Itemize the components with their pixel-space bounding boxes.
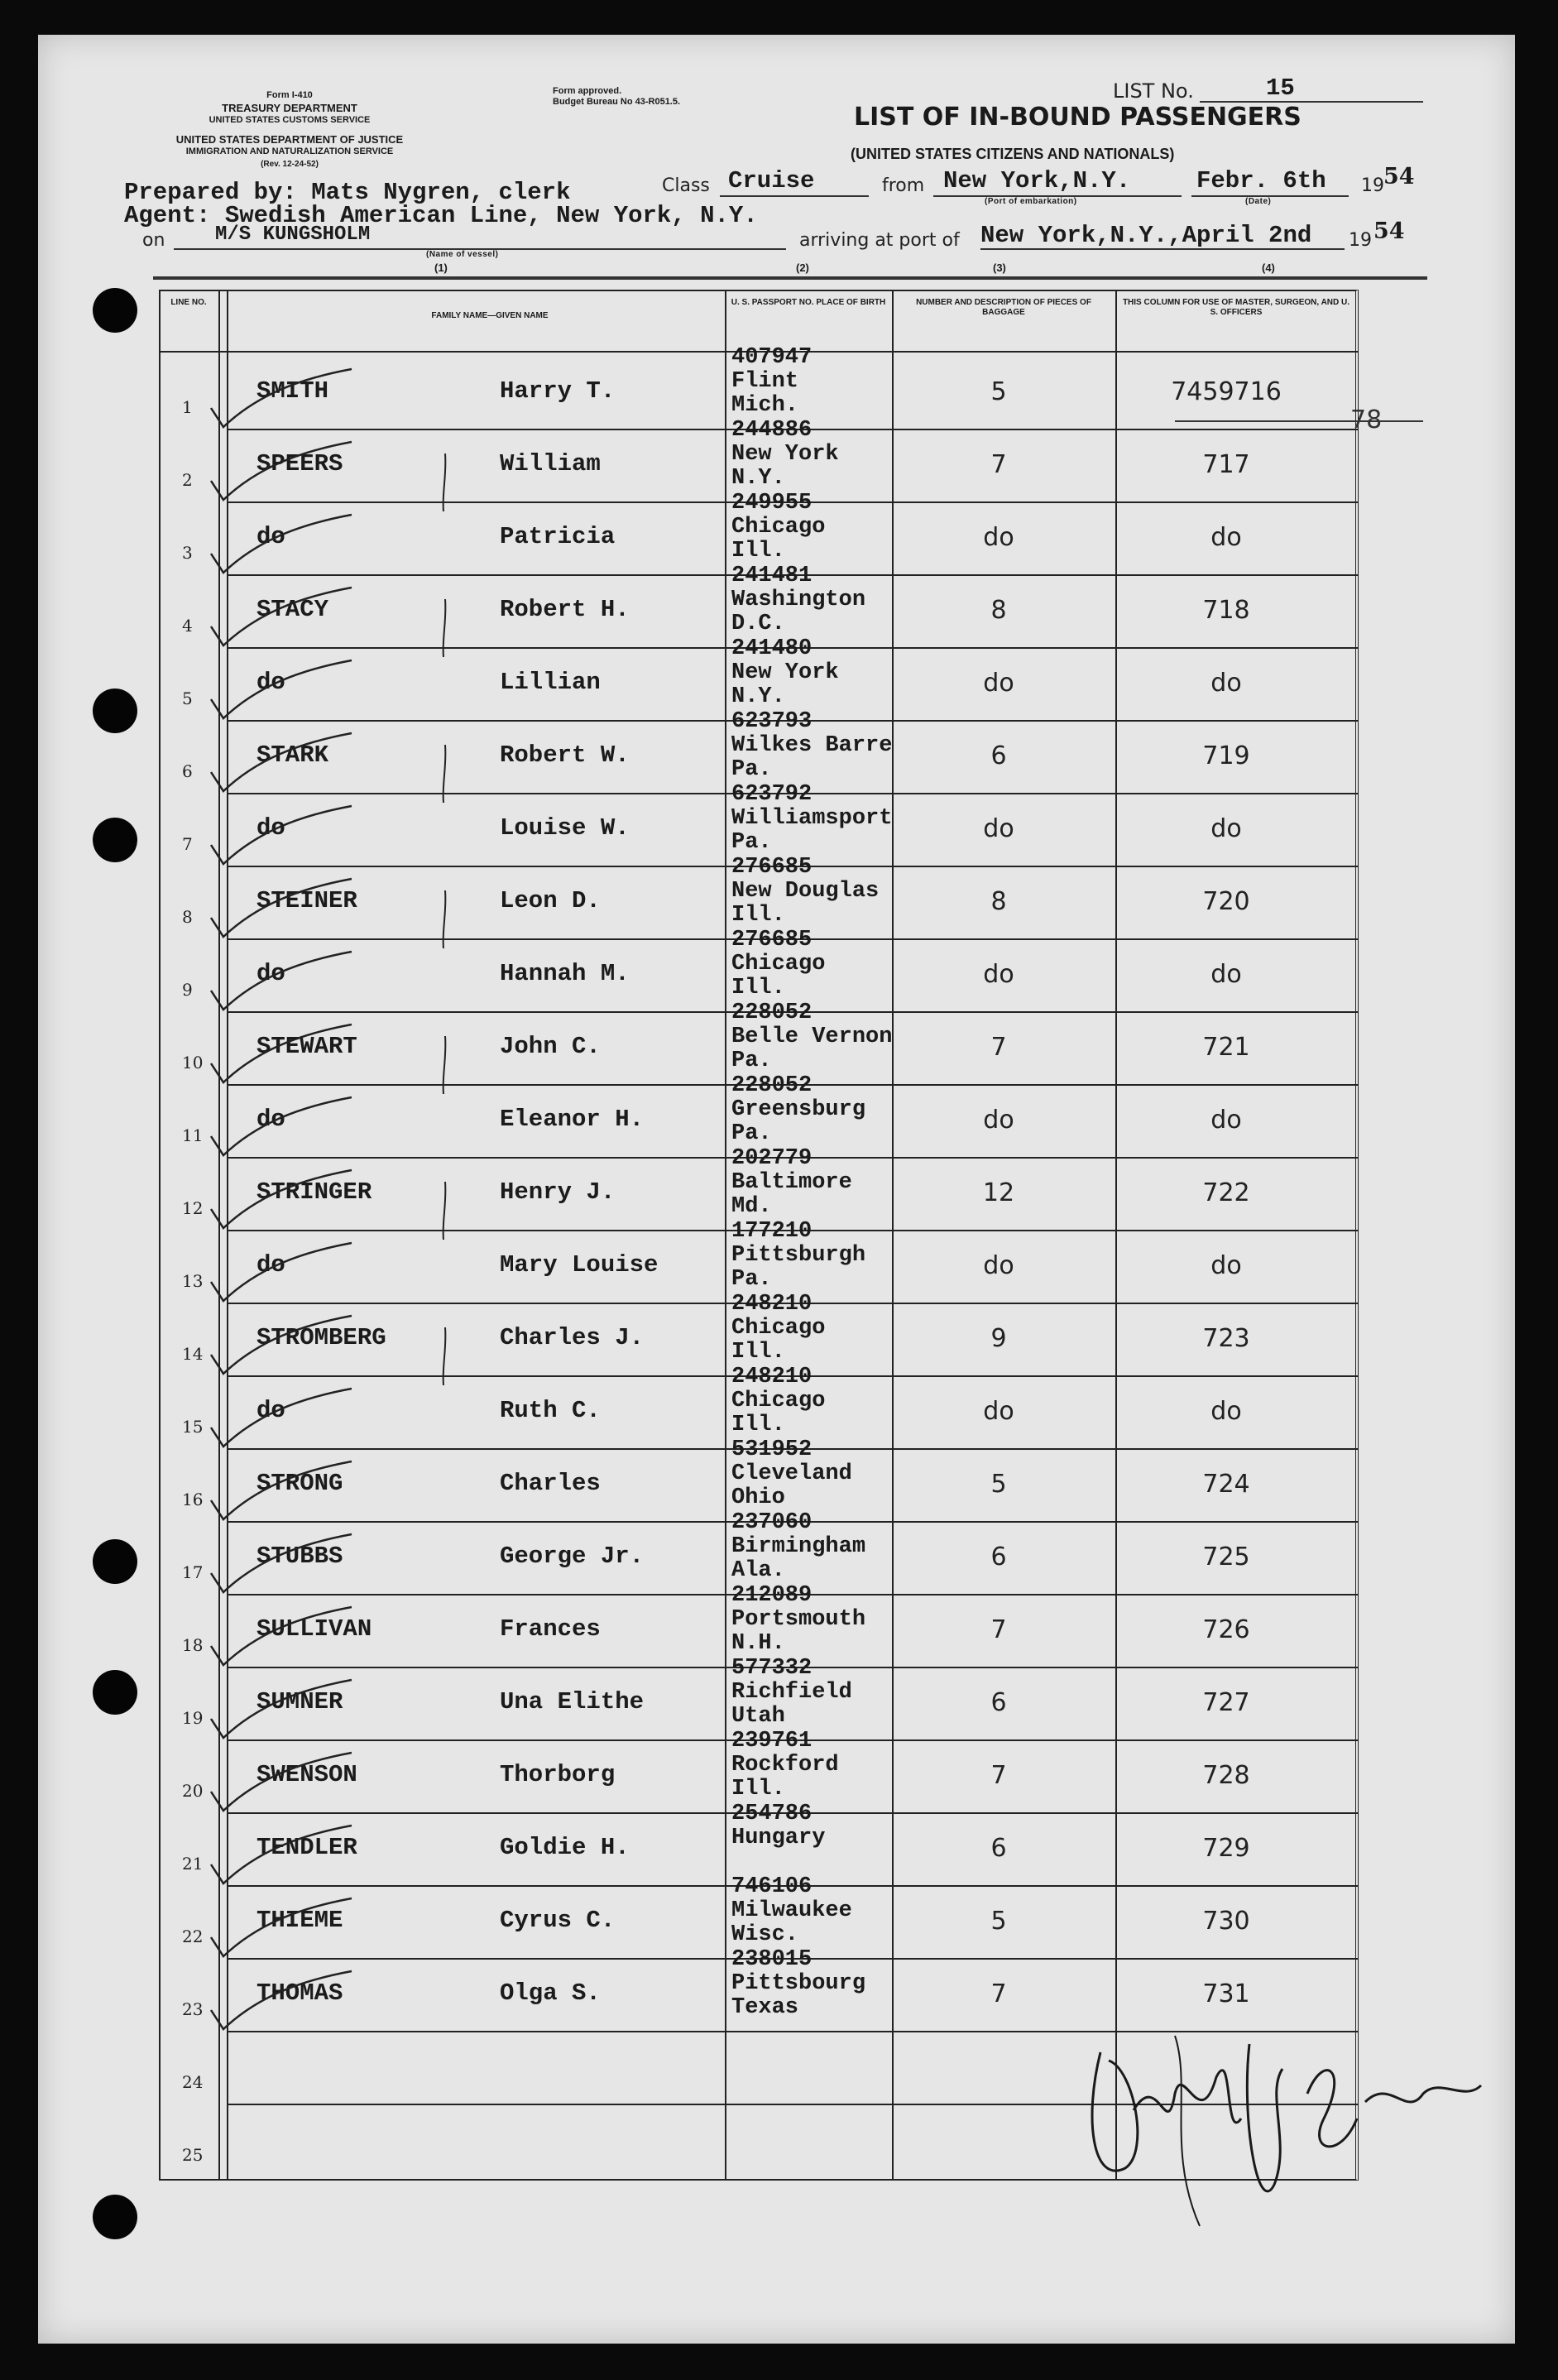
- line-number: 8: [182, 907, 193, 927]
- col-header-baggage: NUMBER AND DESCRIPTION OF PIECES OF BAGGAGE: [916, 298, 1091, 317]
- passport-cell: [731, 1584, 865, 1656]
- family-name: THOMAS: [256, 1979, 343, 2007]
- family-name: SWENSON: [256, 1761, 357, 1788]
- given-name: Mary Louise: [500, 1251, 659, 1279]
- family-name: STARK: [256, 741, 329, 769]
- baggage-count: 7: [990, 1033, 1007, 1062]
- form-number: Form I-410: [266, 90, 313, 100]
- given-name: Frances: [500, 1615, 601, 1643]
- family-name: STEWART: [256, 1033, 357, 1060]
- col-header-name: FAMILY NAME—GIVEN NAME: [431, 311, 549, 320]
- place-of-birth: Pittsbourg: [731, 1971, 866, 1996]
- officer-entry: 724: [1202, 1470, 1250, 1499]
- place-of-birth: Ohio: [731, 1485, 785, 1510]
- check-mark: [207, 945, 356, 1013]
- family-name: STRINGER: [256, 1178, 372, 1206]
- date-value: Febr. 6th: [1196, 167, 1326, 194]
- line-number: 5: [182, 689, 193, 708]
- place-of-birth: Wilkes Barre: [731, 733, 893, 758]
- officer-entry: 729: [1202, 1834, 1250, 1863]
- place-of-birth: Utah: [731, 1704, 785, 1729]
- given-name: Hannah M.: [500, 960, 630, 987]
- officer-entry: 728: [1202, 1761, 1250, 1790]
- place-of-birth: Ill.: [731, 1777, 785, 1802]
- baggage-count: do: [983, 814, 1014, 843]
- officer-entry: do: [1210, 669, 1242, 698]
- baggage-count: 6: [990, 1543, 1007, 1571]
- place-of-birth: Chicago: [731, 1316, 826, 1341]
- officer-entry: do: [1210, 814, 1242, 843]
- year-prefix: 19: [1361, 175, 1384, 196]
- passport-cell: [731, 928, 825, 1000]
- passport-number: 228052: [731, 1000, 813, 1025]
- officer-entry: 720: [1202, 887, 1250, 916]
- family-name: do: [256, 960, 285, 987]
- given-name: Patricia: [500, 523, 616, 550]
- check-mark: [207, 872, 356, 940]
- baggage-count: do: [983, 1106, 1014, 1135]
- passport-cell: [731, 856, 879, 928]
- passport-cell: [731, 1730, 839, 1802]
- officer-entry: 723: [1202, 1324, 1250, 1353]
- place-of-birth: D.C.: [731, 612, 785, 636]
- passport-number: 254786: [731, 1802, 813, 1826]
- col-num-1: (1): [434, 262, 448, 274]
- line-number: 11: [182, 1125, 204, 1145]
- place-of-birth: Pa.: [731, 830, 772, 855]
- place-of-birth: Hungary: [731, 1826, 826, 1850]
- place-of-birth: Ala.: [731, 1558, 785, 1583]
- baggage-count: do: [983, 1397, 1014, 1426]
- from-label: from: [882, 175, 925, 196]
- family-name: do: [256, 1397, 285, 1424]
- punch-hole-6: [93, 2195, 137, 2239]
- family-name: SPEERS: [256, 450, 343, 477]
- line-number: 14: [182, 1344, 204, 1364]
- given-name: Leon D.: [500, 887, 601, 914]
- line-number: 2: [182, 470, 193, 490]
- given-name: Eleanor H.: [500, 1106, 645, 1133]
- check-mark: [207, 1018, 356, 1086]
- given-name: Una Elithe: [500, 1688, 645, 1715]
- place-of-birth: N.Y.: [731, 466, 785, 491]
- officer-entry: do: [1210, 1251, 1242, 1280]
- from-value: New York,N.Y.: [943, 167, 1131, 194]
- baggage-count: 7: [990, 450, 1007, 479]
- family-name: TENDLER: [256, 1834, 357, 1861]
- arrival-underline: [980, 248, 1345, 250]
- given-name: William: [500, 450, 601, 477]
- line-number: 9: [182, 980, 193, 1000]
- family-name: SUMNER: [256, 1688, 343, 1715]
- passport-cell: [731, 783, 892, 855]
- given-name: Charles: [500, 1470, 601, 1497]
- baggage-count: 7: [990, 1979, 1007, 2008]
- place-of-birth: Ill.: [731, 1413, 785, 1437]
- passport-number: 238015: [731, 1947, 813, 1972]
- place-of-birth: Ill.: [731, 976, 785, 1000]
- budget-bureau: Budget Bureau No 43-R051.5.: [553, 97, 681, 107]
- passport-number: 623792: [731, 782, 813, 807]
- officer-entry: 725: [1202, 1543, 1250, 1571]
- family-name: THIEME: [256, 1907, 343, 1934]
- passport-cell: [731, 419, 839, 491]
- check-mark: [207, 799, 356, 867]
- baggage-count: do: [983, 523, 1014, 552]
- officer-entry: do: [1210, 1397, 1242, 1426]
- line-number: 19: [182, 1708, 204, 1728]
- punch-hole-5: [93, 1670, 137, 1715]
- on-label: on: [142, 230, 165, 251]
- page-title: LIST OF IN-BOUND PASSENGERS: [854, 103, 1302, 132]
- family-name: STROMBERG: [256, 1324, 386, 1351]
- line-number: 7: [182, 834, 193, 854]
- passport-number: 276685: [731, 928, 813, 952]
- check-mark: [207, 1673, 356, 1741]
- place-of-birth: Pa.: [731, 1267, 772, 1292]
- place-of-birth: Pittsburgh: [731, 1243, 866, 1268]
- line-number: 3: [182, 543, 193, 563]
- arr-year-suffix: 54: [1373, 218, 1405, 244]
- customs-service: UNITED STATES CUSTOMS SERVICE: [209, 115, 371, 125]
- line-number: 22: [182, 1927, 204, 1946]
- vessel-caption: (Name of vessel): [426, 250, 499, 259]
- passport-number: 228052: [731, 1073, 813, 1098]
- officer-entry: 731: [1202, 1979, 1250, 2008]
- baggage-count: 6: [990, 741, 1007, 770]
- line-number: 4: [182, 616, 193, 636]
- form-block: [141, 89, 439, 170]
- officer-entry: 721: [1202, 1033, 1250, 1062]
- passport-number: 237060: [731, 1510, 813, 1535]
- baggage-count: do: [983, 669, 1014, 698]
- passport-cell: [731, 637, 839, 709]
- passport-number: 241481: [731, 564, 813, 588]
- officer-entry: 722: [1202, 1178, 1250, 1207]
- col-header-passport: U. S. PASSPORT NO. PLACE OF BIRTH: [731, 298, 886, 307]
- line-number: 24: [182, 2072, 204, 2092]
- baggage-count: 7: [990, 1761, 1007, 1790]
- check-mark: [207, 654, 356, 722]
- check-mark: [207, 727, 356, 794]
- list-no-value: 15: [1266, 74, 1295, 102]
- place-of-birth: Baltimore: [731, 1170, 852, 1195]
- col-header-officers: THIS COLUMN FOR USE OF MASTER, SURGEON, AND U. S. OFFICERS: [1122, 298, 1350, 317]
- baggage-count: 7: [990, 1615, 1007, 1644]
- given-name: Louise W.: [500, 814, 630, 842]
- place-of-birth: Birmingham: [731, 1534, 866, 1559]
- place-of-birth: Flint: [731, 369, 799, 394]
- form-approved-text: Form approved.: [553, 86, 622, 96]
- passport-number: 746106: [731, 1874, 813, 1899]
- line-number: 25: [182, 2145, 204, 2165]
- check-mark: [207, 1600, 356, 1668]
- place-of-birth: Ill.: [731, 1340, 785, 1365]
- class-value: Cruise: [728, 167, 815, 194]
- place-of-birth: New York: [731, 442, 839, 467]
- passport-number: 248210: [731, 1365, 813, 1389]
- treasury-dept: TREASURY DEPARTMENT: [222, 102, 357, 114]
- given-name: Robert W.: [500, 741, 630, 769]
- passport-number: 531952: [731, 1437, 813, 1462]
- place-of-birth: Ill.: [731, 903, 785, 928]
- handwritten-78: 78: [1350, 405, 1383, 434]
- passport-number: 276685: [731, 855, 813, 880]
- passport-cell: [731, 346, 812, 418]
- place-of-birth: Wisc.: [731, 1922, 799, 1947]
- check-mark: [207, 1236, 356, 1304]
- given-name: Cyrus C.: [500, 1907, 616, 1934]
- passport-cell: [731, 1657, 852, 1729]
- family-name: do: [256, 1251, 285, 1279]
- passport-cell: [731, 492, 825, 564]
- col-num-2: (2): [796, 262, 809, 274]
- given-name: Goldie H.: [500, 1834, 630, 1861]
- list-no-label: LIST No.: [1113, 79, 1194, 103]
- officer-entry: 727: [1202, 1688, 1250, 1717]
- year-suffix: 54: [1383, 164, 1415, 190]
- check-mark: [207, 362, 356, 430]
- check-mark: [207, 1746, 356, 1814]
- passport-cell: [731, 1875, 852, 1947]
- place-of-birth: Chicago: [731, 515, 826, 540]
- officer-entry: 717: [1202, 450, 1250, 479]
- passport-number: 248210: [731, 1292, 813, 1317]
- given-name: Harry T.: [500, 377, 616, 405]
- passport-cell: [731, 564, 865, 636]
- place-of-birth: Md.: [731, 1194, 772, 1219]
- place-of-birth: Pa.: [731, 757, 772, 782]
- check-mark: [207, 1455, 356, 1523]
- annotation-stroke: [1175, 420, 1423, 422]
- officer-entry: 718: [1202, 596, 1250, 625]
- baggage-count: 6: [990, 1834, 1007, 1863]
- line-number: 6: [182, 761, 193, 781]
- check-mark: [207, 508, 356, 576]
- col-header-line: LINE NO.: [170, 298, 207, 307]
- check-mark: [207, 1382, 356, 1450]
- arr-year-prefix: 19: [1349, 230, 1372, 251]
- passport-cell: [731, 1438, 852, 1510]
- arriving-label: arriving at port of: [799, 230, 960, 251]
- baggage-count: 5: [990, 1907, 1007, 1936]
- port-caption: (Port of embarkation): [985, 197, 1077, 206]
- given-name: Robert H.: [500, 596, 630, 623]
- place-of-birth: Pa.: [731, 1048, 772, 1073]
- check-mark: [207, 1309, 356, 1377]
- family-name: SMITH: [256, 377, 329, 405]
- check-mark: [207, 1164, 356, 1231]
- line-number: 12: [182, 1198, 204, 1218]
- line-number: 15: [182, 1417, 204, 1437]
- col-num-3: (3): [993, 262, 1006, 274]
- form-approved: [553, 86, 680, 108]
- passport-number: 244886: [731, 418, 813, 443]
- baggage-count: do: [983, 1251, 1014, 1280]
- place-of-birth: N.H.: [731, 1631, 785, 1656]
- place-of-birth: Texas: [731, 1995, 799, 2020]
- given-name: Ruth C.: [500, 1397, 601, 1424]
- punch-hole-2: [93, 689, 137, 733]
- line-number: 21: [182, 1854, 204, 1874]
- check-mark: [207, 581, 356, 649]
- officer-entry: 730: [1202, 1907, 1250, 1936]
- line-number: 17: [182, 1562, 204, 1582]
- prepared-by: Prepared by: Mats Nygren, clerk: [124, 179, 571, 206]
- place-of-birth: Pa.: [731, 1121, 772, 1146]
- vessel-name: M/S KUNGSHOLM: [215, 223, 371, 246]
- punch-hole-4: [93, 1539, 137, 1584]
- passport-number: 249955: [731, 491, 813, 516]
- place-of-birth: Chicago: [731, 1389, 826, 1413]
- check-mark: [207, 1892, 356, 1960]
- family-name: SULLIVAN: [256, 1615, 372, 1643]
- check-mark: [207, 435, 356, 503]
- passport-cell: [731, 1001, 892, 1073]
- given-name: Henry J.: [500, 1178, 616, 1206]
- place-of-birth: Mich.: [731, 393, 799, 418]
- officer-entry: 7459716: [1171, 377, 1282, 406]
- given-name: Thorborg: [500, 1761, 616, 1788]
- passport-cell: [731, 1147, 852, 1219]
- given-name: Lillian: [500, 669, 601, 696]
- agent-line: Agent: Swedish American Line, New York, N.Y.: [124, 202, 758, 229]
- given-name: Olga S.: [500, 1979, 601, 2007]
- family-name: do: [256, 523, 285, 550]
- place-of-birth: New Douglas: [731, 879, 880, 904]
- place-of-birth: New York: [731, 660, 839, 685]
- line-number: 10: [182, 1053, 204, 1072]
- officer-entry: 719: [1202, 741, 1250, 770]
- line-number: 13: [182, 1271, 204, 1291]
- line-number: 18: [182, 1635, 204, 1655]
- line-number: 1: [182, 397, 193, 417]
- check-mark: [207, 1528, 356, 1595]
- passport-number: 241480: [731, 636, 813, 661]
- col-num-4: (4): [1262, 262, 1275, 274]
- line-number: 20: [182, 1781, 204, 1801]
- passport-cell: [731, 1074, 865, 1146]
- given-name: Charles J.: [500, 1324, 645, 1351]
- page-subtitle: (UNITED STATES CITIZENS AND NATIONALS): [851, 146, 1175, 162]
- family-name: STUBBS: [256, 1543, 343, 1570]
- line-number: 23: [182, 1999, 204, 2019]
- family-name: STRONG: [256, 1470, 343, 1497]
- header-rule: [153, 276, 1427, 280]
- place-of-birth: Chicago: [731, 952, 826, 976]
- place-of-birth: Washington: [731, 588, 866, 612]
- baggage-count: 12: [982, 1178, 1015, 1207]
- officer-signature: [1076, 2019, 1489, 2243]
- passport-cell: [731, 1802, 825, 1850]
- place-of-birth: Greensburg: [731, 1097, 866, 1122]
- family-name: STEINER: [256, 887, 357, 914]
- class-label: Class: [662, 175, 710, 196]
- date-caption: (Date): [1245, 197, 1272, 206]
- family-name: STACY: [256, 596, 329, 623]
- punch-hole-1: [93, 288, 137, 333]
- passport-number: 177210: [731, 1219, 813, 1244]
- place-of-birth: Cleveland: [731, 1461, 852, 1486]
- family-name: do: [256, 814, 285, 842]
- baggage-count: 9: [990, 1324, 1007, 1353]
- passport-number: 407947: [731, 345, 813, 370]
- place-of-birth: N.Y.: [731, 684, 785, 709]
- place-of-birth: Portsmouth: [731, 1607, 866, 1632]
- place-of-birth: Ill.: [731, 539, 785, 564]
- family-name: do: [256, 1106, 285, 1133]
- check-mark: [207, 1819, 356, 1887]
- given-name: John C.: [500, 1033, 601, 1060]
- check-mark: [207, 1965, 356, 2032]
- baggage-count: 6: [990, 1688, 1007, 1717]
- passport-cell: [731, 1365, 825, 1437]
- line-number: 16: [182, 1490, 204, 1509]
- passport-number: 623793: [731, 709, 813, 734]
- passenger-table: [159, 290, 1359, 2181]
- place-of-birth: Williamsport: [731, 806, 893, 831]
- family-name: do: [256, 669, 285, 696]
- passport-number: 202779: [731, 1146, 813, 1171]
- ins-service: IMMIGRATION AND NATURALIZATION SERVICE: [185, 146, 394, 156]
- check-mark: [207, 1091, 356, 1159]
- passport-number: 239761: [731, 1729, 813, 1754]
- baggage-count: 8: [990, 596, 1007, 625]
- baggage-count: 5: [990, 377, 1007, 406]
- punch-hole-3: [93, 818, 137, 862]
- baggage-count: 5: [990, 1470, 1007, 1499]
- officer-entry: do: [1210, 960, 1242, 989]
- passport-cell: [731, 1511, 865, 1583]
- baggage-count: do: [983, 960, 1014, 989]
- place-of-birth: Rockford: [731, 1753, 839, 1778]
- passport-number: 212089: [731, 1583, 813, 1608]
- given-name: George Jr.: [500, 1543, 645, 1570]
- baggage-count: 8: [990, 887, 1007, 916]
- justice-dept: UNITED STATES DEPARTMENT OF JUSTICE: [175, 133, 404, 146]
- officer-entry: 726: [1202, 1615, 1250, 1644]
- arrival-port: New York,N.Y.,April 2nd: [980, 222, 1312, 249]
- class-underline: [720, 195, 869, 197]
- officer-entry: do: [1210, 1106, 1242, 1135]
- officer-entry: do: [1210, 523, 1242, 552]
- place-of-birth: Belle Vernon: [731, 1024, 893, 1049]
- place-of-birth: Milwaukee: [731, 1898, 852, 1923]
- passport-cell: [731, 1293, 825, 1365]
- passport-cell: [731, 1948, 865, 2020]
- place-of-birth: Richfield: [731, 1680, 852, 1705]
- passport-cell: [731, 1220, 865, 1292]
- passport-cell: [731, 710, 892, 782]
- revision: (Rev. 12-24-52): [261, 160, 319, 169]
- passport-number: 577332: [731, 1656, 813, 1681]
